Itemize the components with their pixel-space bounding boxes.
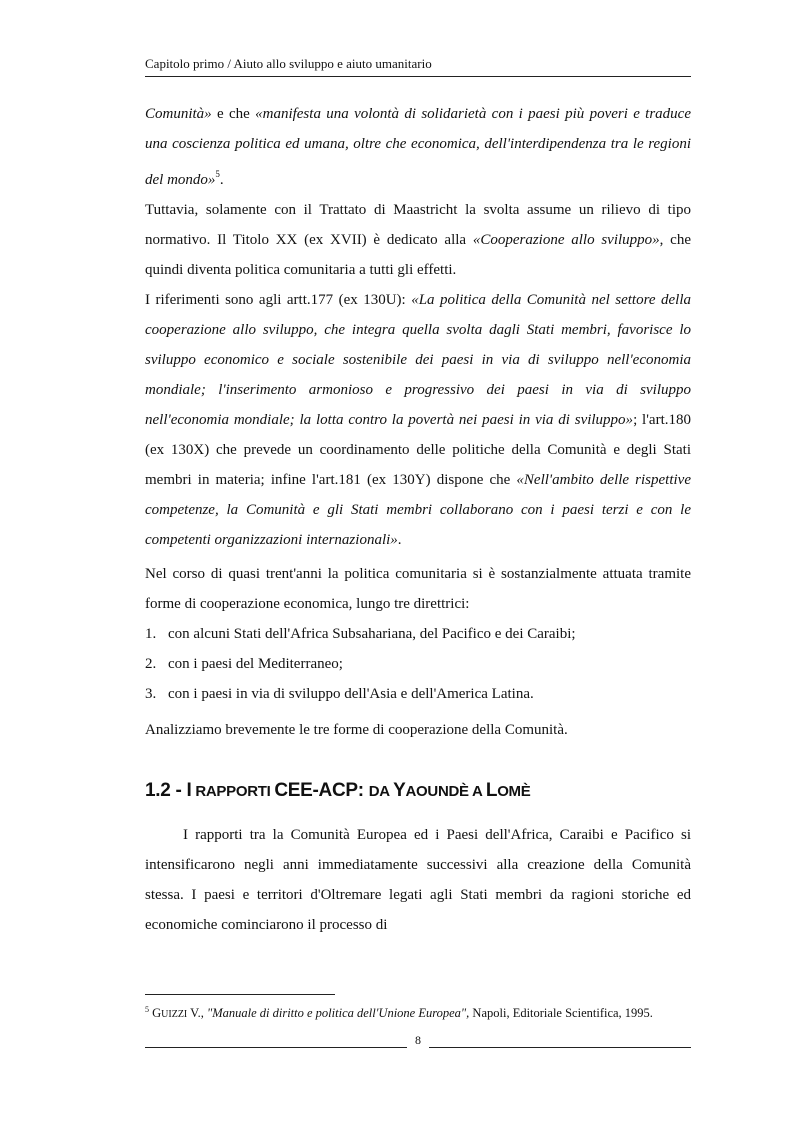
paragraph-5: Analizziamo brevemente le tre forme di cooperazione della Comunità. xyxy=(145,722,568,738)
quote: «manifesta una volontà di solidarietà con i paesi più poveri e traduce una coscienza politica ed umana, oltre che economica, dell'interdipendenza tra le regioni del mondo» xyxy=(145,106,691,188)
quote: «La politica della Comunità nel settore della cooperazione allo sviluppo, che integra quella svolta dagli Stati membri, favorisce lo sviluppo economico e sociale sostenibile dei paesi in via di sviluppo nell'economia mondiale; l'inserimento armonioso e progressivo dei paesi in via di sviluppo nell'economia mondiale; la lotta contro la povertà nei paesi in via di sviluppo» xyxy=(145,292,691,428)
numbered-list xyxy=(145,619,691,709)
paragraph-3: I riferimenti sono agli artt.177 (ex 130U): «La politica della Comunità nel settore della cooperazione allo sviluppo, che integra quella svolta dagli Stati membri, favorisce lo sviluppo economico e sociale sostenibile dei paesi in via di sviluppo nell'economia mondiale; l'inserimento armonioso e progressivo dei paesi in via di sviluppo nell'economia mondiale; la lotta contro la povertà nei paesi in via di sviluppo»; l'art.180 (ex 130X) che prevede un coordinamento delle politiche della Comunità e degli Stati membri in materia; infine l'art.181 (ex 130Y) dispone che «Nell'ambito delle rispettive competenze, la Comunità e gli Stati membri collaborano con i paesi terzi e con le competenti organizzazioni internazionali». xyxy=(145,292,692,548)
body-text xyxy=(145,99,691,940)
footnote-title: "Manuale di diritto e politica dell'Unione Europea", xyxy=(206,1006,470,1020)
footnote-mark: 5 xyxy=(145,1005,149,1014)
footnote-separator xyxy=(145,994,335,995)
paragraph-6: I rapporti tra la Comunità Europea ed i Paesi dell'Africa, Caraibi e Pacifico si intensificarono negli anni immediatamente successivi alla creazione della Comunità stessa. I paesi e territori d'Oltremare legati agli Stati membri da ragioni storiche ed economiche cominciarono il processo di xyxy=(145,827,691,933)
list-item: 2. con i paesi del Mediterraneo; xyxy=(145,656,343,672)
paragraph-2: Tuttavia, solamente con il Trattato di Maastricht la svolta assume un rilievo di tipo normativo. Il Titolo XX (ex XVII) è dedicato alla «Cooperazione allo sviluppo», che quindi diventa politica comunitaria a tutti gli effetti. xyxy=(145,202,691,278)
page-number: 8 xyxy=(415,1033,421,1047)
footnote: $^5$ GUIZZI V., "Manuale di diritto e politica dell'Unione Europea", Napoli, Editoriale Scientifica, 1995. xyxy=(145,1005,653,1020)
paragraph-1: Comunità» e che «manifesta una volontà di solidarietà con i paesi più poveri e traduce una coscienza politica ed umana, oltre che economica, dell'interdipendenza tra le regioni del mondo»$^5$. xyxy=(145,106,691,188)
footnote-reference[interactable]: 5 xyxy=(215,169,220,179)
list-item: 3. con i paesi in via di sviluppo dell'Asia e dell'America Latina. xyxy=(145,686,534,702)
quote-fragment: Comunità» xyxy=(145,106,212,122)
section-heading: 1.2 - I RAPPORTI CEE-ACP: DA YAOUNDÈ A LOMÈ xyxy=(145,780,531,801)
list-item: 1. con alcuni Stati dell'Africa Subsahariana, del Pacifico e dei Caraibi; xyxy=(145,626,576,642)
quote: «Nell'ambito delle rispettive competenze, la Comunità e gli Stati membri collaborano con i paesi terzi e con le competenti organizzazioni internazionali» xyxy=(145,472,691,548)
footer-rule-right xyxy=(429,1035,691,1048)
footer-rule-left xyxy=(145,1035,407,1048)
running-header: Capitolo primo / Aiuto allo sviluppo e aiuto umanitario xyxy=(145,56,691,77)
quote: «Cooperazione allo sviluppo» xyxy=(472,232,660,248)
paragraph-4: Nel corso di quasi trent'anni la politica comunitaria si è sostanzialmente attuata tramite forme di cooperazione economica, lungo tre direttrici: xyxy=(145,566,691,612)
page-footer xyxy=(145,1032,691,1048)
